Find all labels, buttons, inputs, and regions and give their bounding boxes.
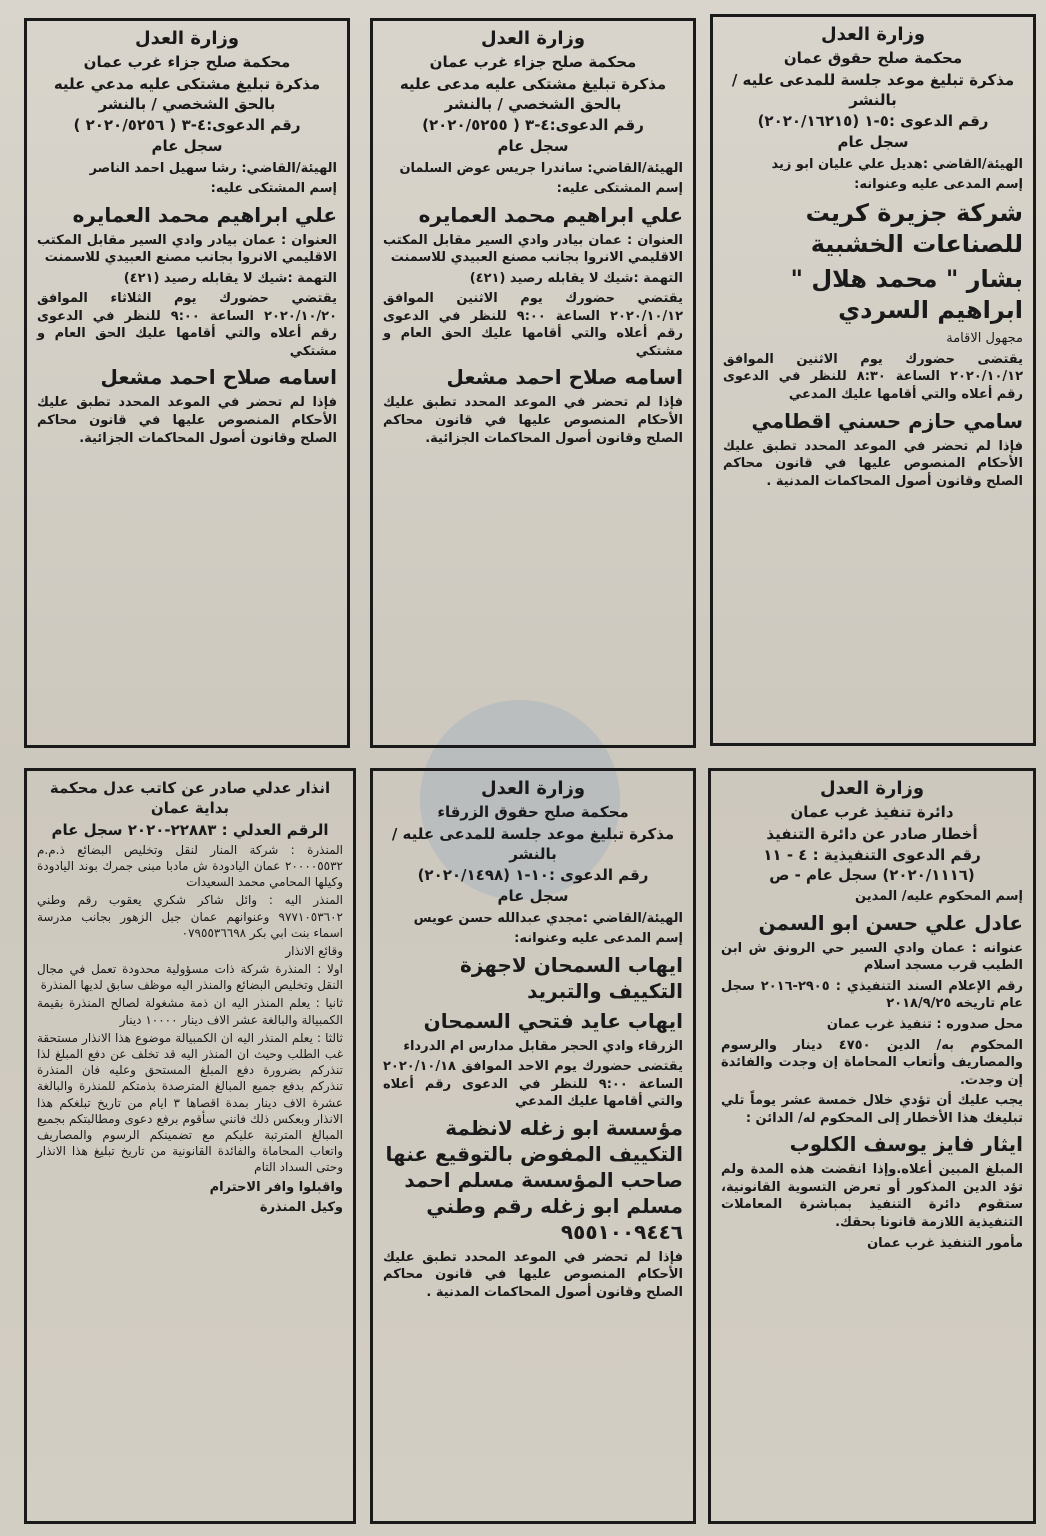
judge: الهيئة/القاضي :مجدي عبدالله حسن عويس bbox=[413, 910, 683, 926]
notice-execution-department bbox=[708, 768, 1036, 1524]
ministry-heading: وزارة العدل bbox=[480, 778, 586, 799]
judge: الهيئة/القاضي :هديل علي عليان ابو زيد bbox=[771, 156, 1023, 172]
closing-text: واقبلوا وافر الاحترام bbox=[209, 1179, 343, 1195]
facts-label: وقائع الانذار bbox=[285, 943, 343, 958]
signature: وكيل المنذرة bbox=[259, 1200, 343, 1216]
case-number: رقم الدعوى:٤-٣ ( ٢٠٢٠/٥٢٥٥) bbox=[422, 116, 644, 135]
ministry-heading: وزارة العدل bbox=[480, 28, 586, 49]
defendant-name: علي ابراهيم محمد العمايره bbox=[418, 202, 683, 227]
judge: الهيئة/القاضي: ساندرا جريس عوض السلمان bbox=[399, 160, 683, 176]
department-name: دائرة تنفيذ غرب عمان bbox=[790, 803, 954, 822]
complainant-name: اسامه صلاح احمد مشعل bbox=[446, 365, 683, 390]
notice-title: انذار عدلي صادر عن كاتب عدل محكمة بداية عمان bbox=[49, 779, 331, 818]
deed-number: رقم الإعلام السند التنفيذي : ٢٩٠٥-٢٠١٦ سجل عام تاريخه ٢٠١٨/٩/٢٥ bbox=[721, 978, 1023, 1012]
warning-text: فإذا لم تحضر في الموعد المحدد تطبق عليك الأحكام المنصوص عليها في قانون محاكم الصلح وقانون أصول المحاكمات المدنية . bbox=[723, 438, 1023, 489]
warned-party: المنذر اليه : وائل شاكر شكري يعقوب رقم وطني ٩٧٧١٠٥٣٦٠٢ وعنوانهم عمان جبل الزهور بجانب مدرسة اسماء بنت ابي بكر ٠٧٩٥٥٣٦٦٩٨ bbox=[37, 893, 343, 940]
defendant-label: إسم المدعى عليه وعنوانه: bbox=[514, 931, 683, 947]
amount: المحكوم به/ الدين ٤٧٥٠ دينار والرسوم والمصاريف وأتعاب المحاماة إن وجدت والفائدة إن وجدت. bbox=[721, 1037, 1023, 1088]
plaintiff-name: سامي حازم حسني اقطامي bbox=[751, 408, 1023, 433]
charge: التهمة :شيك لا يقابله رصيد (٤٢١) bbox=[123, 270, 337, 286]
defendant-label: إسم المشتكى عليه: bbox=[210, 181, 337, 197]
hearing-text: يقتضى حضورك يوم الاثنين الموافق ٢٠٢٠/١٠/١٢ الساعة ٨:٣٠ للنظر في الدعوى رقم أعلاه والتي أقامها عليك المدعي bbox=[723, 351, 1024, 403]
creditor-name: ايثار فايز يوسف الكلوب bbox=[789, 1132, 1023, 1157]
reference-number: الرقم العدلي : ٢٢٨٨٣-٢٠٢٠ سجل عام bbox=[51, 820, 329, 839]
register: سجل عام bbox=[151, 137, 223, 156]
warning-text: فإذا لم تحضر في الموعد المحدد تطبق عليك الأحكام المنصوص عليها في قانون محاكم الصلح وقانون أصول المحاكمات الجزائية. bbox=[37, 395, 337, 446]
complainant-name: اسامه صلاح احمد مشعل bbox=[100, 365, 337, 390]
court-name: محكمة صلح حقوق عمان bbox=[783, 49, 963, 68]
court-name: محكمة صلح حقوق الزرقاء bbox=[437, 803, 629, 822]
second-point: ثانيا : يعلم المنذر اليه ان ذمة مشغولة لصالح المنذرة بقيمة الكمبيالة والبالغة عشر الاف دينار ١٠٠٠٠ دينار bbox=[37, 996, 343, 1027]
memo-title: مذكرة تبليغ مشتكى عليه مدعى عليه بالحق الشخصي / بالنشر bbox=[399, 74, 667, 113]
warning-text: فإذا لم تحضر في الموعد المحدد تطبق عليك الأحكام المنصوص عليها في قانون محاكم الصلح وقانون أصول المحاكمات المدنية . bbox=[383, 1249, 683, 1300]
warner: المنذرة : شركة المنار لنقل وتخليص البضائع ذ.م.م ٢٠٠٠٠٥٥٣٢ عمان اليادودة ش مادبا مبنى جمرك بوند اليادودة وكيلها المحامي محمد السعيدات bbox=[37, 842, 343, 890]
case-number: رقم الدعوى :٥-١ (٢٠٢٠/١٦٢١٥) bbox=[757, 112, 989, 131]
address: العنوان : عمان بيادر وادي السير مقابل المكتب الاقليمي الانروا بجانب مصنع العبيدي للاسمنت bbox=[383, 232, 683, 266]
defendant-company: شركة جزيرة كريت للصناعات الخشبية bbox=[805, 198, 1023, 258]
notice-zarqa-civil-court bbox=[370, 768, 696, 1524]
first-point: اولا : المنذرة شركة ذات مسؤولية محدودة تعمل في مجال النقل وتخليص البضائع والمنذر اليه موظف سابق لديها المنذرة bbox=[37, 962, 343, 993]
duty-text: يجب عليك أن تؤدي خلال خمسة عشر يوماً تلي تبليغك هذا الأخطار إلى المحكوم له/ الدائن : bbox=[721, 1093, 1023, 1126]
address: الزرقاء وادي الحجر مقابل مدارس ام الدرداء bbox=[403, 1038, 683, 1054]
signature: مأمور التنفيذ غرب عمان bbox=[867, 1235, 1023, 1251]
case-number: رقم الدعوى:٤-٣ ( ٢٠٢٠/٥٢٥٦ ) bbox=[73, 116, 301, 135]
court-name: محكمة صلح جزاء غرب عمان bbox=[83, 53, 291, 72]
memo-title: مذكرة تبليغ موعد جلسة للمدعى عليه / بالنشر bbox=[391, 824, 675, 863]
notice-notary-warning bbox=[24, 768, 356, 1524]
notice-west-amman-criminal-court-1 bbox=[370, 18, 696, 748]
hearing-text: يقتضى حضورك يوم الاحد الموافق ٢٠٢٠/١٠/١٨ الساعة ٩:٠٠ للنظر في الدعوى رقم أعلاه والتي أقامها عليك المدعي bbox=[383, 1059, 683, 1110]
address: مجهول الاقامة bbox=[946, 331, 1023, 347]
defendant-label: إسم المشتكى عليه: bbox=[556, 181, 683, 197]
issued-place: محل صدوره : تنفيذ غرب عمان bbox=[826, 1017, 1023, 1033]
closing-text: المبلغ المبين أعلاه.وإذا انقضت هذه المدة ولم تؤد الدين المذكور أو تعرض التسوية القانونية، ستقوم دائرة التنفيذ بمباشرة المعاملات التنفيذية اللازمة قانونا بحقك. bbox=[721, 1162, 1023, 1230]
hearing-text: يقتضي حضورك يوم الثلاثاء الموافق ٢٠٢٠/١٠/٢٠ الساعة ٩:٠٠ للنظر في الدعوى رقم أعلاه والتي أقامها عليك الحق العام و مشتكي bbox=[37, 291, 338, 359]
defendant-person: بشار " محمد هلال " ابراهيم السردي bbox=[790, 265, 1023, 325]
third-point: ثالثا : يعلم المنذر اليه ان الكمبيالة موضوع هذا الانذار مستحقة غب الطلب وحيث ان المنذر اليه قد تخلف عن دفع المبلغ لذا تنذركم بضرورة دفع المبلغ المستحق وعليه فان المنذرة تنذركم بدفع جميع المبالغ المترصدة بذمتكم للمنذرة والبالغة عشرة الاف دينار بمدة اقصاها ٣ ايام من تاريخ تبلغكم هذا الانذار وبعكس ذلك فانني سأقوم برفع دعوى ومطالبتكم بجميع المبالغ المترتبة عليكم مع تضمينكم الرسوم والمصاريف واتعاب المحاماة والفائدة القانونية من تاريخ تبليغ هذا الانذار وحتى السداد التام bbox=[37, 1030, 343, 1175]
plaintiff-name: مؤسسة ابو زغله لانظمة التكييف المفوض بالتوقيع عنها صاحب المؤسسة مسلم احمد مسلم ابو زغله رقم وطني ٩٥٥١٠٠٩٤٤٦ bbox=[385, 1115, 683, 1244]
charge: التهمة :شيك لا يقابله رصيد (٤٢١) bbox=[469, 270, 683, 286]
register: سجل عام bbox=[497, 137, 569, 156]
court-name: محكمة صلح جزاء غرب عمان bbox=[429, 53, 637, 72]
warning-text: فإذا لم تحضر في الموعد المحدد تطبق عليك الأحكام المنصوص عليها في قانون محاكم الصلح وقانون أصول المحاكمات الجزائية. bbox=[383, 395, 683, 446]
notice-title: أخطار صادر عن دائرة التنفيذ bbox=[766, 824, 978, 843]
register: سجل عام bbox=[497, 887, 569, 906]
debtor-name: عادل علي حسن ابو السمن bbox=[758, 910, 1023, 935]
memo-title: مذكرة تبليغ موعد جلسة للمدعى عليه / بالنشر bbox=[731, 70, 1015, 109]
hearing-text: يقتضي حضورك يوم الاثنين الموافق ٢٠٢٠/١٠/١٢ الساعة ٩:٠٠ للنظر في الدعوى رقم أعلاه والتي أقامها عليك الحق العام و مشتكي bbox=[383, 291, 684, 359]
defendant-label: إسم المدعى عليه وعنوانه: bbox=[854, 177, 1023, 193]
address: العنوان : عمان بيادر وادي السير مقابل المكتب الاقليمي الانروا بجانب مصنع العبيدي للاسمنت bbox=[37, 232, 337, 266]
ministry-heading: وزارة العدل bbox=[820, 24, 926, 45]
address: عنوانه : عمان وادي السير حي الرونق ش ابن الطيب قرب مسجد اسلام bbox=[721, 940, 1023, 974]
ministry-heading: وزارة العدل bbox=[819, 778, 925, 799]
notice-amman-civil-court bbox=[710, 14, 1036, 746]
debtor-label: إسم المحكوم عليه/ المدين bbox=[855, 889, 1023, 905]
defendant-person: ايهاب عايد فتحي السمحان bbox=[423, 1008, 683, 1033]
notice-west-amman-criminal-court-2 bbox=[24, 18, 350, 748]
case-number: رقم الدعوى التنفيذية : ٤ - ١١ (٢٠٢٠/١١١٦) سجل عام - ص bbox=[763, 845, 981, 885]
case-number: رقم الدعوى :١٠-١ (٢٠٢٠/١٤٩٨) bbox=[417, 866, 649, 885]
register: سجل عام bbox=[837, 133, 909, 152]
defendant-name: علي ابراهيم محمد العمايره bbox=[72, 202, 337, 227]
defendant-company: ايهاب السمحان لاجهزة التكييف والتبريد bbox=[460, 952, 683, 1003]
ministry-heading: وزارة العدل bbox=[134, 28, 240, 49]
memo-title: مذكرة تبليغ مشتكى عليه مدعي عليه بالحق الشخصي / بالنشر bbox=[53, 74, 321, 113]
judge: الهيئة/القاضي: رشا سهيل احمد الناصر bbox=[89, 160, 337, 176]
